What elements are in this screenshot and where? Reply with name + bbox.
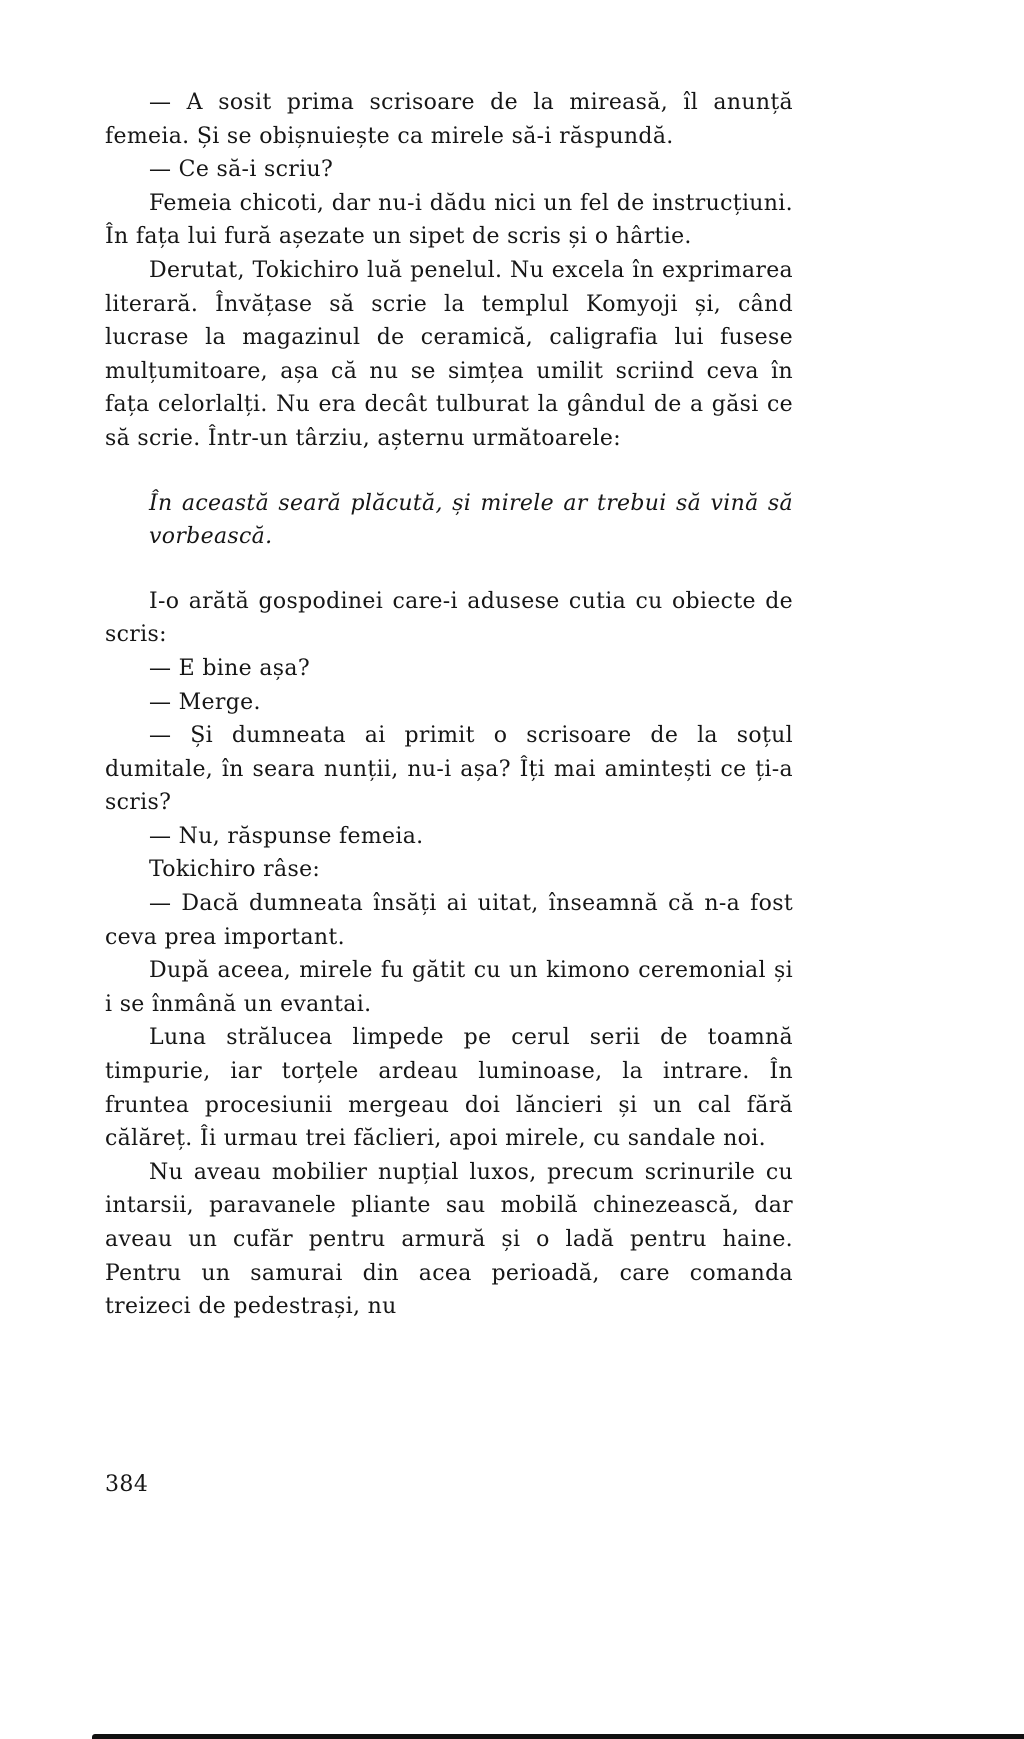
paragraph-dialogue: — Ce să-i scriu? xyxy=(149,157,334,183)
paragraph-dialogue: — Merge. xyxy=(149,689,261,715)
paragraph-letter-quote: În această seară plăcută, și mirele ar trebui să vină să vorbească. xyxy=(149,490,793,550)
page-text xyxy=(105,86,793,1324)
paragraph: Derutat, Tokichiro luă penelul. Nu excela în exprimarea literară. Învățase să scrie la templul Komyoji și, când lucrase la magazinul de ceramică, caligrafia lui fusese mulțumitoare, așa că nu se simțea umilit scriind ceva în fața celorlalți. Nu era decât tulburat la gândul de a găsi ce să scrie. Într-un târziu, așternu următoarele: xyxy=(105,257,793,451)
page-number: 384 xyxy=(105,1472,149,1497)
paragraph: După aceea, mirele fu gătit cu un kimono ceremonial și i se înmână un evantai. xyxy=(105,958,793,1017)
paragraph-dialogue: — Nu, răspunse femeia. xyxy=(149,823,424,849)
paragraph-dialogue: — E bine așa? xyxy=(149,655,310,681)
paragraph-dialogue: — Dacă dumneata însăți ai uitat, înseamnă că n-a fost ceva prea important. xyxy=(105,891,793,950)
paragraph-dialogue: — A sosit prima scrisoare de la mireasă, îl anunță femeia. Și se obișnuiește ca mirele să-i răspundă. xyxy=(105,90,793,149)
scan-edge-artifact xyxy=(92,1734,1024,1739)
paragraph: Nu aveau mobilier nupțial luxos, precum scrinurile cu intarsii, paravanele pliante sau mobilă chinezească, dar aveau un cufăr pentru armură și o ladă pentru haine. Pentru un samurai din acea perioadă, care comanda treizeci de pedestrași, nu xyxy=(105,1159,793,1320)
paragraph-dialogue: — Și dumneata ai primit o scrisoare de la soțul dumitale, în seara nunții, nu-i așa? Îți mai amintești ce ți-a scris? xyxy=(105,723,793,816)
paragraph: Luna strălucea limpede pe cerul serii de toamnă timpurie, iar torțele ardeau luminoase, la intrare. În fruntea procesiunii mergeau doi lăncieri și un cal fără călăreț. Îi urmau trei făclieri, apoi mirele, cu sandale noi. xyxy=(105,1025,793,1152)
paragraph: Tokichiro râse: xyxy=(149,857,321,883)
paragraph: Femeia chicoti, dar nu-i dădu nici un fel de instrucțiuni. În fața lui fură așezate un sipet de scris și o hârtie. xyxy=(105,190,793,250)
paragraph: I-o arătă gospodinei care-i adusese cutia cu obiecte de scris: xyxy=(105,588,793,648)
